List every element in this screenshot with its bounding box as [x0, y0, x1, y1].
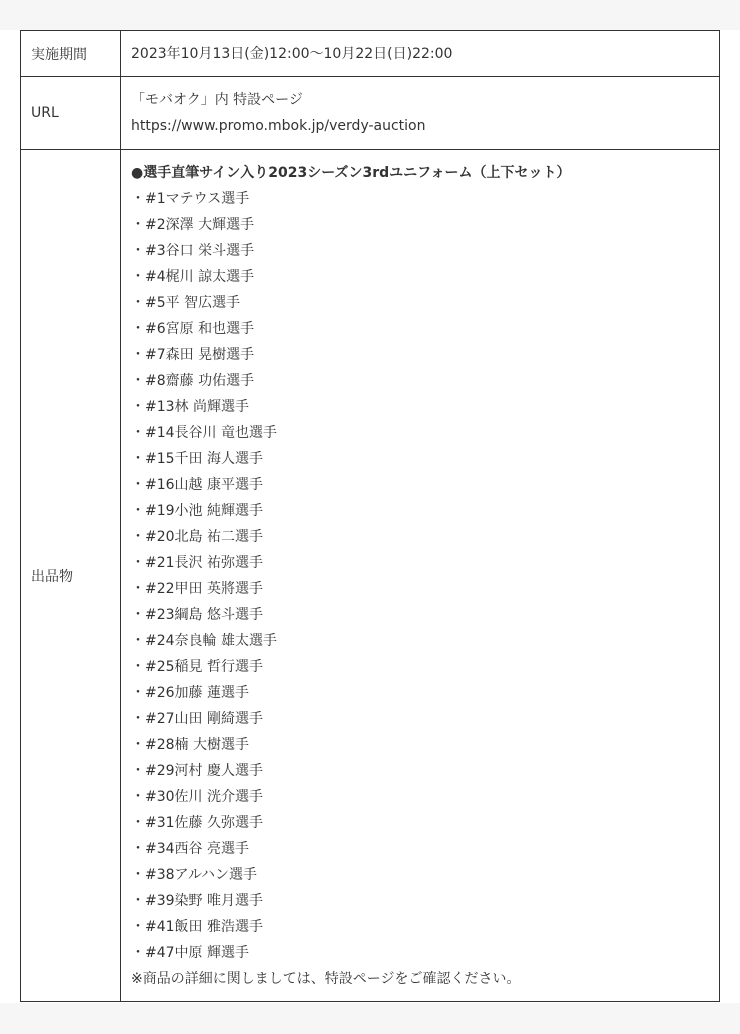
- player-list-item: ・#24奈良輪 雄太選手: [131, 632, 277, 649]
- player-list-item: ・#14長谷川 竜也選手: [131, 424, 277, 441]
- player-list-item: ・#30佐川 洸介選手: [131, 788, 263, 805]
- player-list-item: ・#8齋藤 功佑選手: [131, 372, 255, 389]
- player-list-item: ・#31佐藤 久弥選手: [131, 814, 263, 831]
- auction-info-table: [20, 30, 720, 1002]
- player-list-item: ・#22甲田 英將選手: [131, 580, 263, 597]
- player-list-item: ・#13林 尚輝選手: [131, 398, 249, 415]
- player-list-item: ・#28楠 大樹選手: [131, 736, 249, 753]
- table-row-period: [21, 31, 720, 77]
- player-list-item: ・#25稲見 哲行選手: [131, 658, 263, 675]
- player-list-item: ・#7森田 晃樹選手: [131, 346, 255, 363]
- player-list-item: ・#26加藤 蓮選手: [131, 684, 249, 701]
- player-list-item: ・#6宮原 和也選手: [131, 320, 255, 337]
- table-row-url: [21, 77, 720, 150]
- period-value: 2023年10月13日(金)12:00〜10月22日(日)22:00: [131, 45, 453, 62]
- table-row-items: [21, 150, 720, 1002]
- url-value-cell: [121, 77, 720, 150]
- items-value-cell: [121, 150, 720, 1002]
- player-list-item: ・#1マテウス選手: [131, 190, 250, 207]
- player-list-item: ・#20北島 祐二選手: [131, 528, 263, 545]
- player-list-item: ・#34西谷 亮選手: [131, 840, 249, 857]
- url-label: URL: [21, 77, 121, 150]
- items-label: 出品物: [21, 150, 121, 1002]
- player-list-item: ・#47中原 輝選手: [131, 944, 249, 961]
- player-list-item: ・#29河村 慶人選手: [131, 762, 263, 779]
- player-list-item: ・#27山田 剛綺選手: [131, 710, 263, 727]
- player-list: [131, 186, 709, 966]
- period-label: 実施期間: [21, 31, 121, 77]
- url-page-name: 「モバオク」内 特設ページ: [131, 92, 303, 108]
- player-list-item: ・#19小池 純輝選手: [131, 502, 263, 519]
- player-list-item: ・#39染野 唯月選手: [131, 892, 263, 909]
- items-note: ※商品の詳細に関しましては、特設ページをご確認ください。: [131, 970, 521, 987]
- player-list-item: ・#3谷口 栄斗選手: [131, 242, 255, 259]
- player-list-item: ・#41飯田 雅浩選手: [131, 918, 263, 935]
- player-list-item: ・#2深澤 大輝選手: [131, 216, 255, 233]
- items-heading: ●選手直筆サイン入り2023シーズン3rdユニフォーム（上下セット）: [131, 164, 571, 181]
- player-list-item: ・#15千田 海人選手: [131, 450, 263, 467]
- period-value-cell: [121, 31, 720, 77]
- player-list-item: ・#21長沢 祐弥選手: [131, 554, 263, 571]
- player-list-item: ・#38アルハン選手: [131, 866, 258, 883]
- player-list-item: ・#5平 智広選手: [131, 294, 241, 311]
- player-list-item: ・#4梶川 諒太選手: [131, 268, 255, 285]
- player-list-item: ・#16山越 康平選手: [131, 476, 263, 493]
- url-link[interactable]: https://www.promo.mbok.jp/verdy-auction: [131, 118, 426, 134]
- player-list-item: ・#23綱島 悠斗選手: [131, 606, 263, 623]
